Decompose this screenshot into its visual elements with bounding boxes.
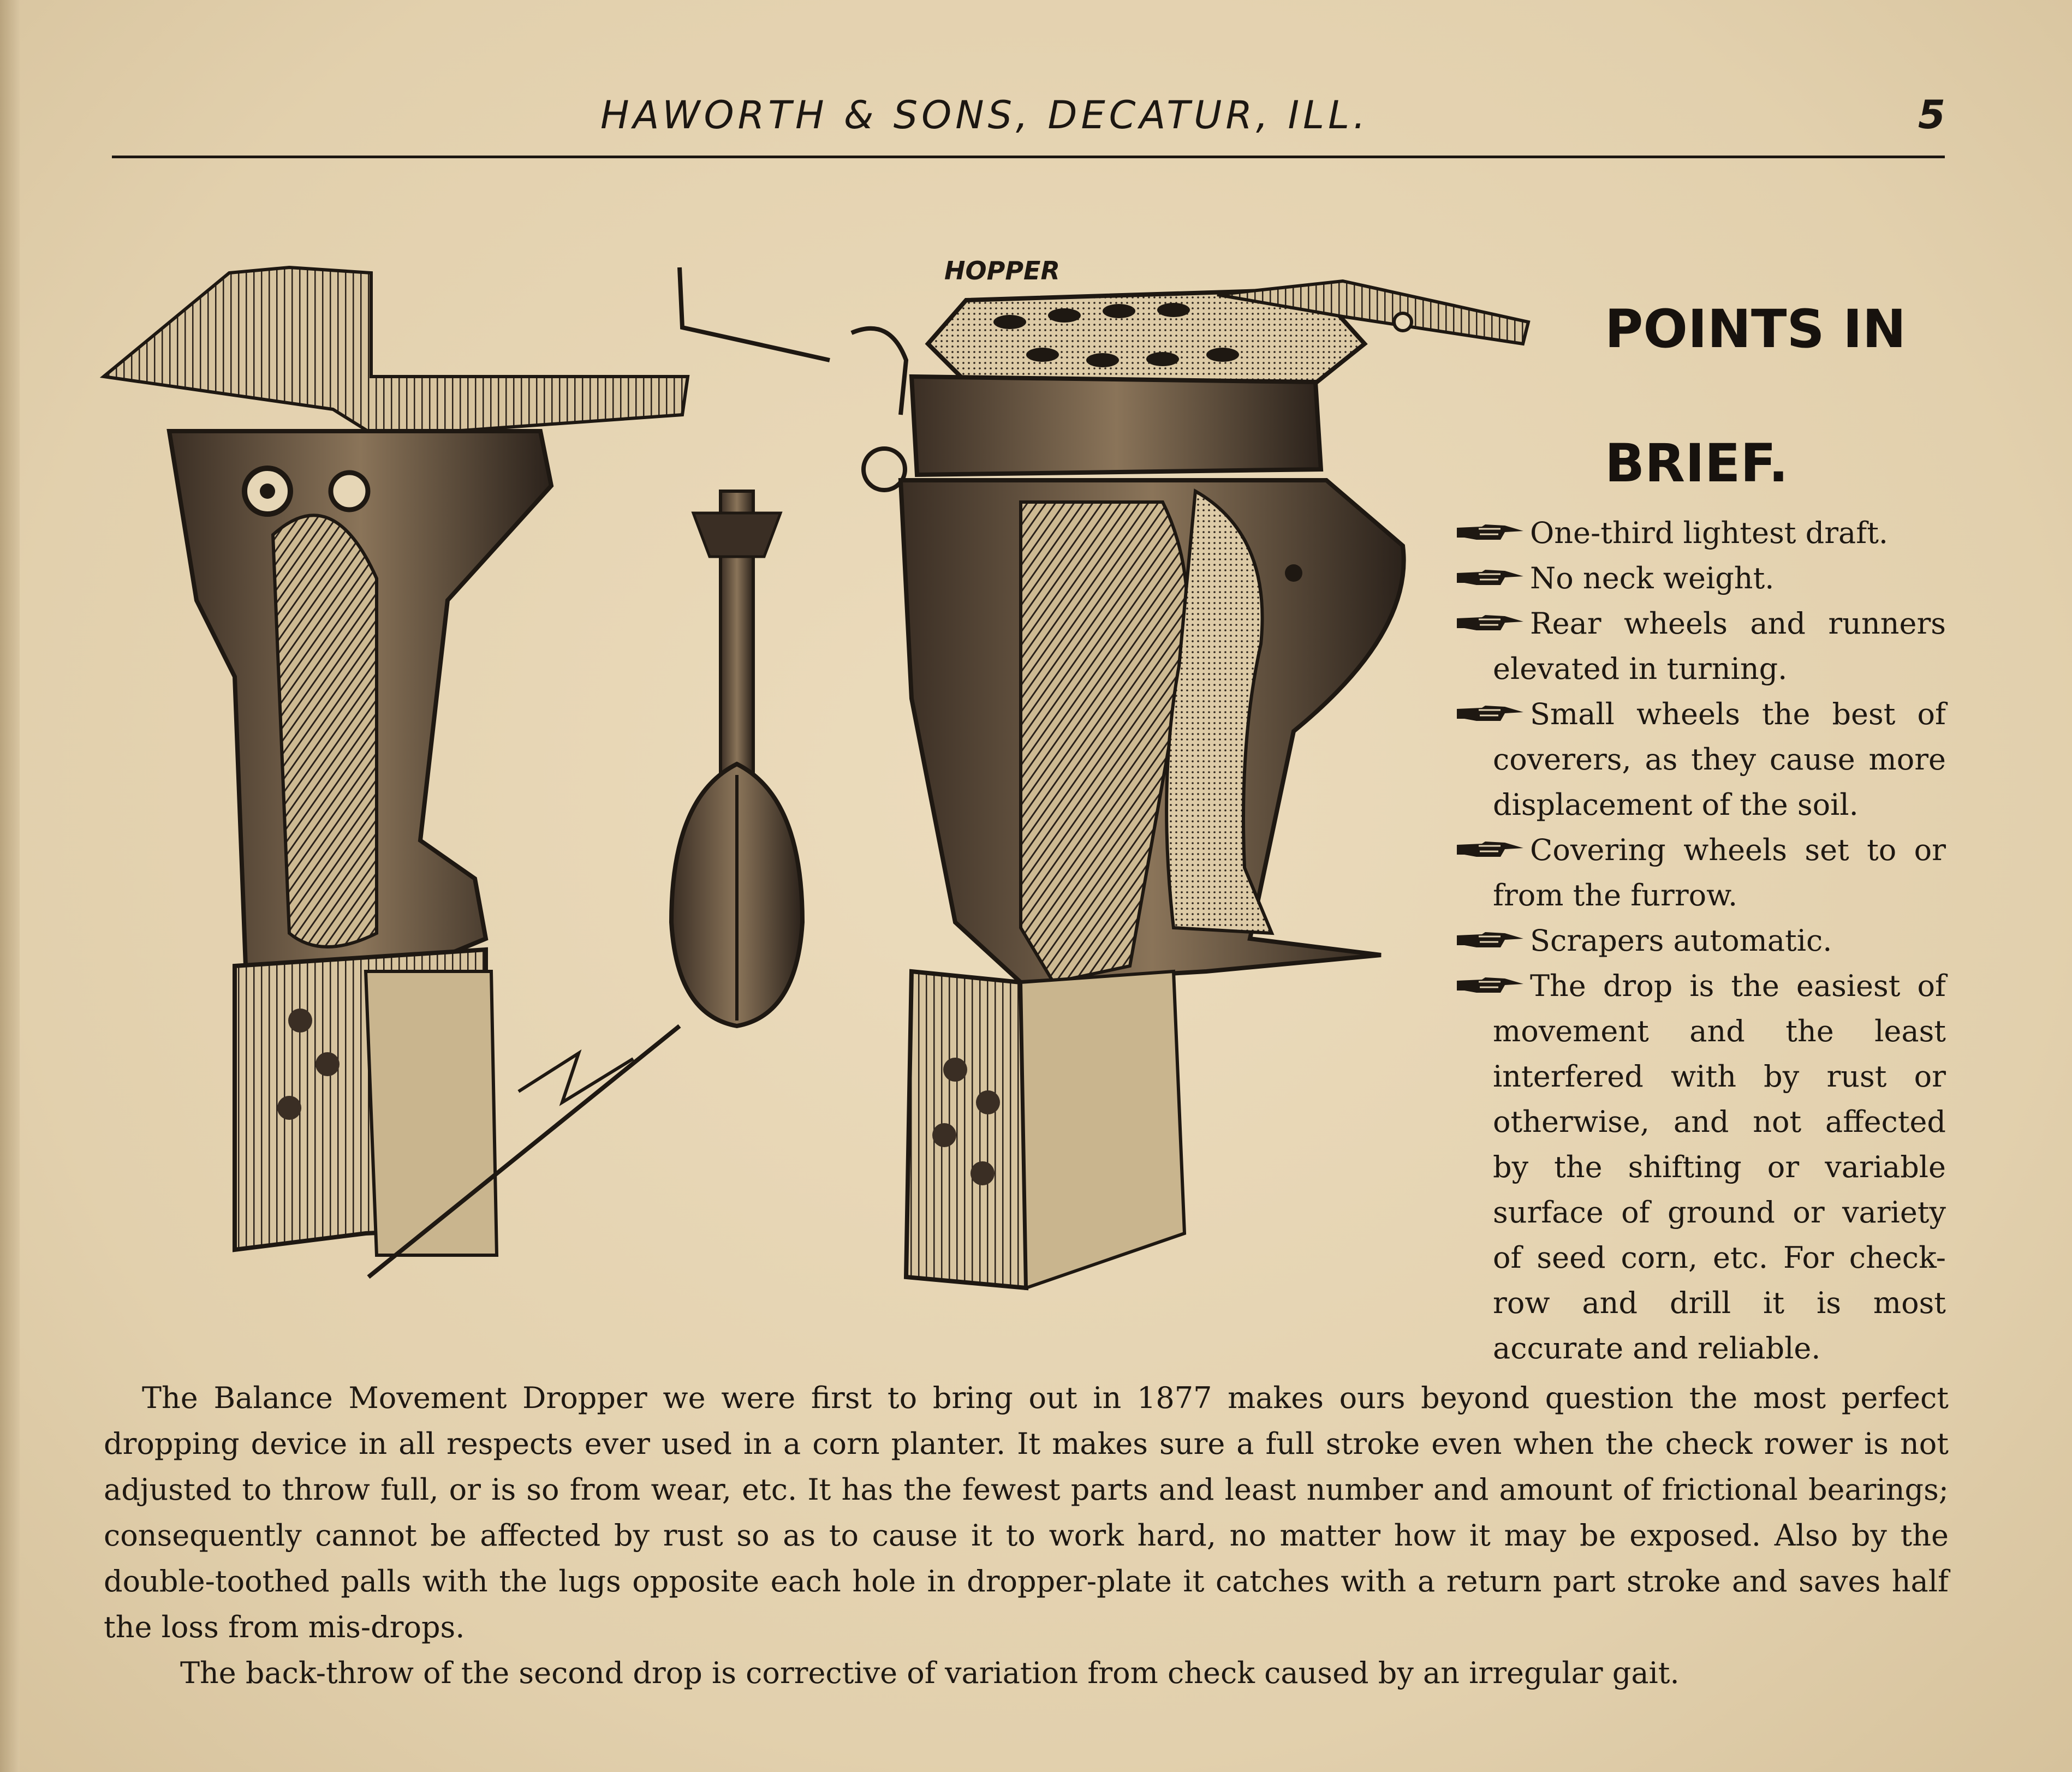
hopper-label: HOPPER — [944, 256, 1060, 285]
seed-spoon-drawing — [671, 491, 802, 1026]
points-list — [1455, 510, 1946, 1371]
point-text: Small wheels the best of coverers, as they cause more displacement of the soil. — [1493, 697, 1946, 822]
points-title-line1: POINTS IN — [1605, 299, 1907, 360]
point-item — [1455, 918, 1946, 963]
pointing-hand-icon — [1455, 705, 1526, 723]
point-text: The drop is the easiest of movement and the least interfered with by rust or otherwise, and not affected by the shifting or variable surface of ground or variety of seed corn, etc. For check-row and drill it is most accurate and reliable. — [1493, 969, 1946, 1365]
point-item — [1455, 556, 1946, 601]
left-shank-drawing — [104, 267, 688, 1277]
points-title-line2: BRIEF. — [1605, 433, 1789, 494]
dropper-housing — [912, 377, 1321, 475]
point-item — [1455, 691, 1946, 827]
right-runner-blade — [906, 971, 1026, 1288]
pointing-hand-icon — [1455, 523, 1526, 542]
point-text: One-third lightest draft. — [1530, 516, 1889, 550]
pointing-hand-icon — [1455, 569, 1526, 587]
body-paragraph-1: The Balance Movement Dropper we were first to bring out in 1877 makes ours beyond question the most perfect dropping device in all respects ever used in a corn planter. It makes sure a full stroke even when the check rower is not adjusted to throw full, or is so from wear, etc. It has the fewest parts and least number and amount of frictional bearings; consequently cannot be affected by rust so as to cause it to work hard, no matter how it may be exposed. Also by the double-toothed palls with the lugs opposite each hole in dropper-plate it catches with a return part stroke and saves half the loss from mis-drops. — [104, 1381, 1949, 1644]
point-item — [1455, 510, 1946, 556]
point-item — [1455, 601, 1946, 691]
right-shank-drawing — [680, 256, 1528, 1288]
left-pawl-pin — [331, 473, 368, 510]
point-text: Scrapers automatic. — [1530, 923, 1832, 958]
body-copy — [104, 1375, 1949, 1696]
pointing-hand-icon — [1455, 976, 1526, 995]
body-paragraph-2: The back-throw of the second drop is corrective of variation from check caused by an irregular gait. — [180, 1656, 1680, 1690]
dropper-illustration — [93, 251, 1534, 1326]
header-rule — [112, 156, 1945, 158]
pointing-hand-icon — [1455, 614, 1526, 633]
point-text: Rear wheels and runners elevated in turning. — [1493, 606, 1946, 686]
point-text: Covering wheels set to or from the furrow. — [1493, 833, 1946, 912]
binding-edge — [0, 0, 20, 1772]
running-header: HAWORTH & SONS, DECATUR, ILL. — [600, 93, 1370, 138]
left-top-frame — [104, 267, 688, 437]
point-text: No neck weight. — [1530, 561, 1775, 595]
page-number: 5 — [1918, 92, 1945, 138]
pointing-hand-icon — [1455, 840, 1526, 859]
pointing-hand-icon — [1455, 931, 1526, 950]
left-seed-tube — [273, 515, 377, 947]
point-item — [1455, 827, 1946, 918]
point-item — [1455, 963, 1946, 1371]
points-in-brief-heading — [1605, 262, 1965, 530]
engraving-svg — [93, 251, 1534, 1326]
